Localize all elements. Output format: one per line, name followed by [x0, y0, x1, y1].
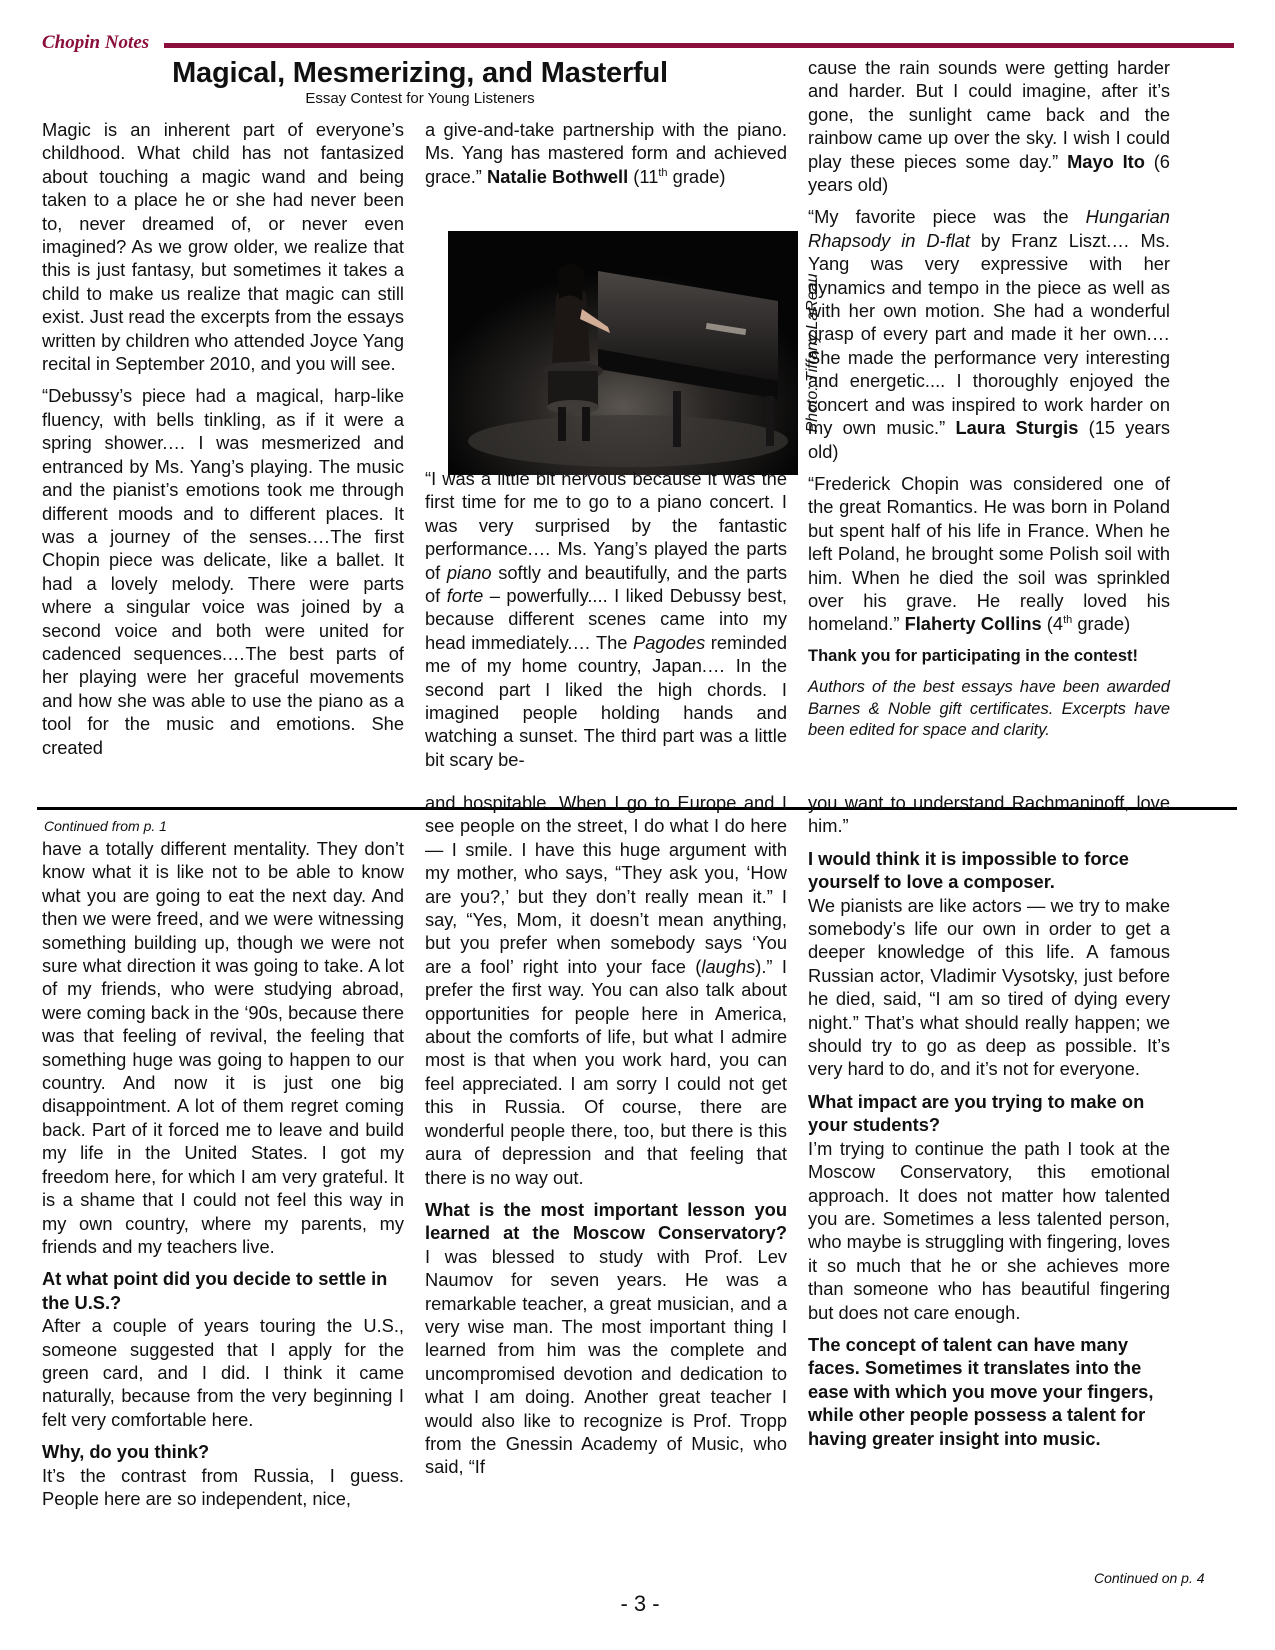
- contest-note: Authors of the best essays have been awarded Barnes & Noble gift certificates. Excerpts have been edited for space and clarity.: [808, 678, 1170, 740]
- interview-answer-continued: you want to understand Rachmaninoff, love him.”: [808, 792, 1170, 837]
- essay-author: Mayo Ito: [1067, 150, 1145, 172]
- interview-question: At what point did you decide to settle in the U.S.?: [42, 1268, 388, 1313]
- continued-from-label: Continued from p. 1: [44, 818, 167, 834]
- interview-column-1: [42, 837, 404, 1511]
- article-column-3: [808, 56, 1170, 751]
- pianist-photo: [448, 231, 798, 475]
- essay-excerpt-ito-part1: “I was a little bit nervous because it was the first time for me to go to a piano concert. I was very surprised by the fantastic performance.… Ms. Yang’s played the parts of piano softly and beautifully, and the parts of forte – powerfully.... I liked Debussy best, because different scenes came into my head immediately.… The Pagodes reminded me of my home country, Japan.… In the second part I liked the high chords. I imagined people holding hands and watching a sunset. The third part was a little bit scary be-: [425, 468, 787, 770]
- page-number: - 3 -: [620, 1591, 660, 1616]
- photo-credit: Photo: Tiffany LaReau: [804, 273, 821, 433]
- essay-author: Natalie Bothwell: [487, 165, 629, 187]
- essay-author: Laura Sturgis: [955, 417, 1079, 439]
- interview-answer: I was blessed to study with Prof. Lev Naumov for seven years. He was a remarkable teacher, a great musician, and a very wise man. The most important thing I learned from him was the complete and uncompromised devotion and dedication to what I am doing. Another great teacher I would also like to recognize is Prof. Tropp from the Gnessin Academy of Music, who said, “If: [425, 1245, 787, 1478]
- newsletter-brand: Chopin Notes: [42, 32, 150, 53]
- article-column-2: [425, 118, 787, 197]
- interview-answer: It’s the contrast from Russia, I guess. People here are so independent, nice,: [42, 1464, 404, 1509]
- essay-excerpt-sturgis: “My favorite piece was the Hungarian Rhapsody in D-flat by Franz Liszt.… Ms. Yang was very expressive with her dynamics and tempo in the piece as well as with her own motion. She had a wonderful grasp of every part and made it her own.… She made the performance very interesting and energetic.... I thoroughly enjoyed the concert and was inspired to work harder on my own music.” Laura Sturgis (15 years old): [808, 206, 1170, 462]
- interview-question: What impact are you trying to make on your students?: [808, 1090, 1145, 1136]
- essay-excerpt-bothwell-part1: “Debussy’s piece had a magical, harp-like fluency, with bells tinkling, as if it were a spring shower.… I was mesmerized and entranced by Ms. Yang’s playing. The music and the pianist’s emotions took me through different moods and to different places. It was a journey of the senses.…The first Chopin piece was delicate, like a ballet. It had a lovely melody. There were parts where a singular voice was joined by a second voice and both were united for cadenced sequences.…The best parts of her playing were her graceful movements and how she was able to use the piano as a tool for the music and emotions. She created: [42, 385, 404, 758]
- interview-paragraph: have a totally different mentality. They don’t know what it is like not to be able to know what you are going to eat the next day. And then we were freed, and we were witnessing something building up, though we were not sure what direction it was going to take. A lot of my friends, who were studying abroad, were coming back in the ‘90s, because there was that feeling of revival, the feeling that something huge was going to happen to our country. And now it is just one big disappointment. A lot of them regret coming back. Part of it forced me to leave and build my life in the United States. I got my freedom here, for which I am very grateful. It is a shame that I could not feel this way in my own country, where my parents, my friends and my teachers live.: [42, 838, 404, 1257]
- interview-answer: After a couple of years touring the U.S., someone suggested that I apply for the green card, and I did. I think it came naturally, because from the very beginning I felt very comfortable here.: [42, 1315, 404, 1430]
- masthead: [42, 30, 1234, 56]
- article-column-1: [42, 118, 404, 768]
- intro-paragraph: Magic is an inherent part of everyone’s childhood. What child has not fantasized about touching a magic wand and being taken to a place he or she had never been to, never dreamed of, or never even imagined? As we grow older, we realize that this is just fantasy, but sometimes it takes a child to make us realize that magic can still exist. Just read the excerpts from the essays written by children who attended Joyce Yang recital in September 2010, and you will see.: [42, 119, 404, 375]
- continued-on-link[interactable]: Continued on p. 4: [1094, 1570, 1205, 1586]
- article-subtitle: Essay Contest for Young Listeners: [305, 90, 535, 107]
- interview-column-2: [425, 791, 787, 1480]
- interview-column-3: [808, 791, 1170, 1450]
- interview-question: What is the most important lesson you learned at the Moscow Conservatory?: [425, 1198, 787, 1244]
- contest-thanks: Thank you for participating in the contest!: [808, 646, 1139, 665]
- interview-answer: I’m trying to continue the path I took at the Moscow Conservatory, this emotional approach. It does not matter how talented you are. Sometimes a less talented person, who maybe is struggling with fingering, loves it so much that he or she achieves more than someone who has beautiful fingering but does not care enough.: [808, 1137, 1170, 1323]
- masthead-rule: [164, 43, 1234, 48]
- interview-question: I would think it is impossible to force yourself to love a composer.: [808, 847, 1129, 893]
- photo-figure: [448, 231, 826, 475]
- essay-excerpt-bothwell-part2: a give-and-take partnership with the piano. Ms. Yang has mastered form and achieved grace.” Natalie Bothwell (11th grade): [425, 119, 787, 187]
- article-column-2-lower: [425, 467, 787, 780]
- essay-author: Flaherty Collins: [904, 613, 1042, 635]
- essay-excerpt-collins: “Frederick Chopin was considered one of the great Romantics. He was born in Poland but spent half of his life in France. When he left Poland, he brought some Polish soil with him. When he died the soil was sprinkled over his grave. He really loved his homeland.” Flaherty Collins (4th grade): [808, 472, 1170, 635]
- essay-excerpt-ito-part2: cause the rain sounds were getting harder and harder. But I could imagine, after it’s gone, the sunlight came back and the rainbow came up over the sky. I wish I could play these pieces some day.” Mayo Ito (6 years old): [808, 57, 1170, 196]
- interview-question: Why, do you think?: [42, 1441, 210, 1463]
- interview-question: The concept of talent can have many faces. Sometimes it translates into the ease with which you move your fingers, while other people possess a talent for having greater insight into music.: [808, 1333, 1154, 1449]
- interview-answer-continued: and hospitable. When I go to Europe and I see people on the street, I do what I do here — I smile. I have this huge argument with my mother, who says, “They ask you, ‘How are you?,’ but they don’t really mean it.” I say, “Yes, Mom, it doesn’t mean anything, but you prefer when somebody says ‘You are a fool’ right into your face (laughs).” I prefer the first way. You can also talk about opportunities for people here in America, about the comforts of life, but what I admire most is that when you work hard, you can feel appreciated. I am sorry I could not get this in Russia. Of course, there are wonderful people there, too, but there is this aura of depression and that feeling that there is no way out.: [425, 792, 787, 1188]
- interview-answer: We pianists are like actors — we try to make somebody’s life our own in order to get a deeper knowledge of this life. A famous Russian actor, Vladimir Vysotsky, just before he died, said, “I am so tired of dying every night.” That’s what should really happen; we should try to go as deep as possible. It’s very hard to do, and it’s not for everyone.: [808, 894, 1170, 1080]
- article-header: [140, 56, 700, 108]
- article-title: Magical, Mesmerizing, and Masterful: [172, 57, 668, 89]
